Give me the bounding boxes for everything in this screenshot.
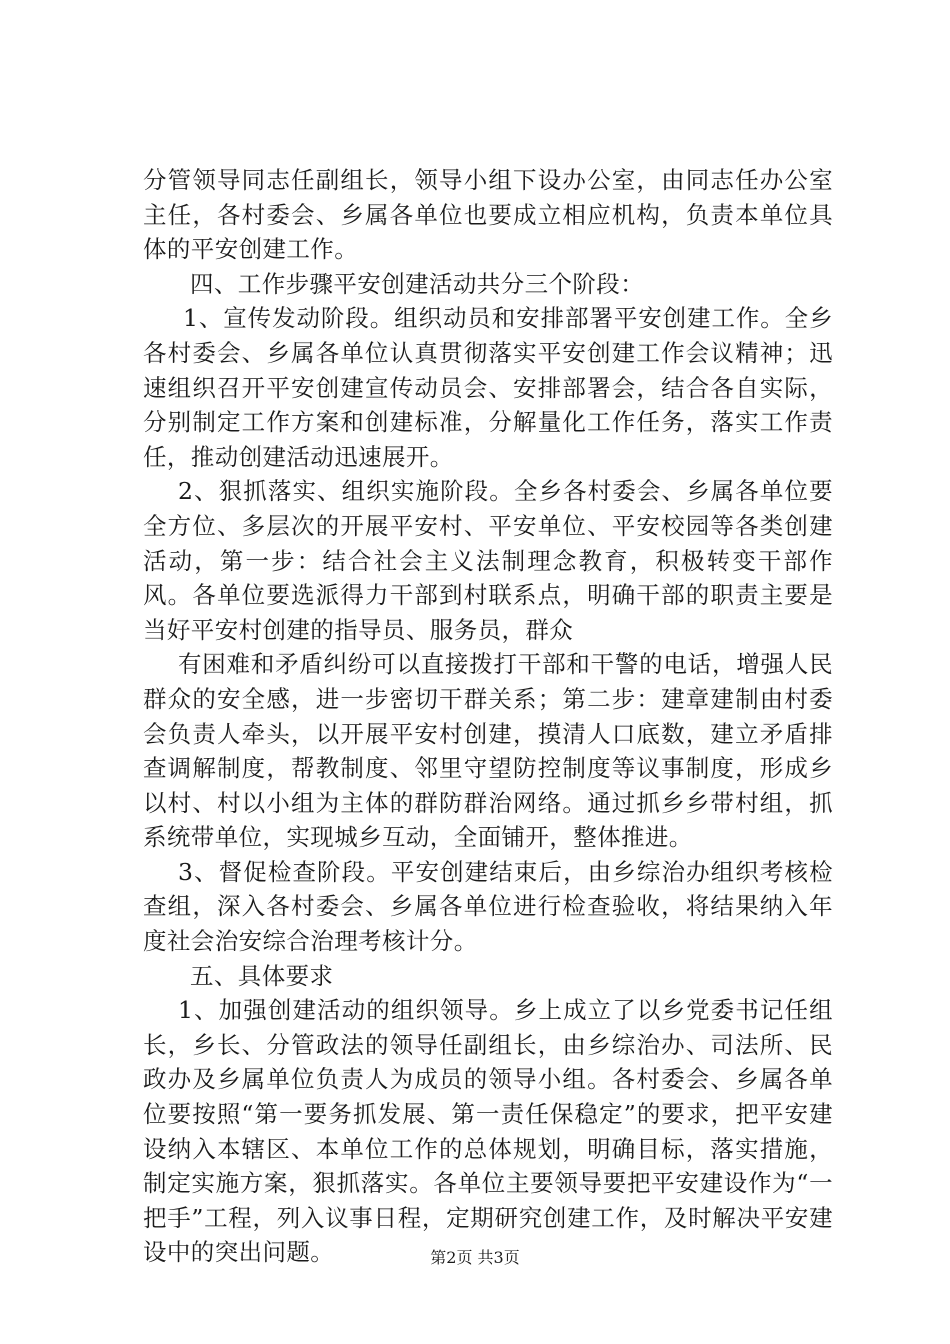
paragraph-stage-one: 1、宣传发动阶段。组织动员和安排部署平安创建工作。全乡各村委会、乡属各单位认真贯彻落实平安创建工作会议精神；迅速组织召开平安创建宣传动员会、安排部署会，结合各自实际，分别制定工作方案和创建标准，分解量化工作任务，落实工作责任，推动创建活动迅速展开。	[143, 304, 833, 471]
paragraph-section-five-heading: 五、具体要求	[190, 961, 334, 990]
paragraph-stage-two: 2、狠抓落实、组织实施阶段。全乡各村委会、乡属各单位要全方位、多层次的开展平安村、平安单位、平安校园等各类创建活动，第一步：结合社会主义法制理念教育，积极转变干部作风。各单位要选派得力干部到村联系点，明确干部的职责主要是当好平安村创建的指导员、服务员，群众	[143, 477, 833, 644]
paragraph-stage-three: 3、督促检查阶段。平安创建结束后，由乡综治办组织考核检查组，深入各村委会、乡属各单位进行检查验收，将结果纳入年度社会治安综合治理考核计分。	[143, 857, 833, 956]
paragraph-leadership: 分管领导同志任副组长，领导小组下设办公室，由同志任办公室主任，各村委会、乡属各单位也要成立相应机构，负责本单位具体的平安创建工作。	[143, 166, 833, 264]
document-body	[143, 163, 833, 1270]
page-number-footer: 第2页 共3页	[430, 1248, 520, 1267]
paragraph-requirement-one: 1、加强创建活动的组织领导。乡上成立了以乡党委书记任组长，乡长、分管政法的领导任副组长，由乡综治办、司法所、民政办及乡属单位负责人为成员的领导小组。各村委会、乡属各单位要按照“第一要务抓发展、第一责任保稳定”的要求，把平安建设纳入本辖区、本单位工作的总体规划，明确目标，落实措施，制定实施方案，狠抓落实。各单位主要领导要把平安建设作为“一把手”工程，列入议事日程，定期研究创建工作，及时解决平安建设中的突出问题。	[143, 996, 833, 1267]
paragraph-stage-two-continued: 有困难和矛盾纠纷可以直接拨打干部和干警的电话，增强人民群众的安全感，进一步密切干群关系；第二步：建章建制由村委会负责人牵头，以开展平安村创建，摸清人口底数，建立矛盾排查调解制度，帮教制度、邻里守望防控制度等议事制度，形成乡以村、村以小组为主体的群防群治网络。通过抓乡乡带村组，抓系统带单位，实现城乡互动，全面铺开，整体推进。	[143, 650, 833, 852]
paragraph-section-four-heading: 四、工作步骤平安创建活动共分三个阶段：	[190, 269, 645, 298]
